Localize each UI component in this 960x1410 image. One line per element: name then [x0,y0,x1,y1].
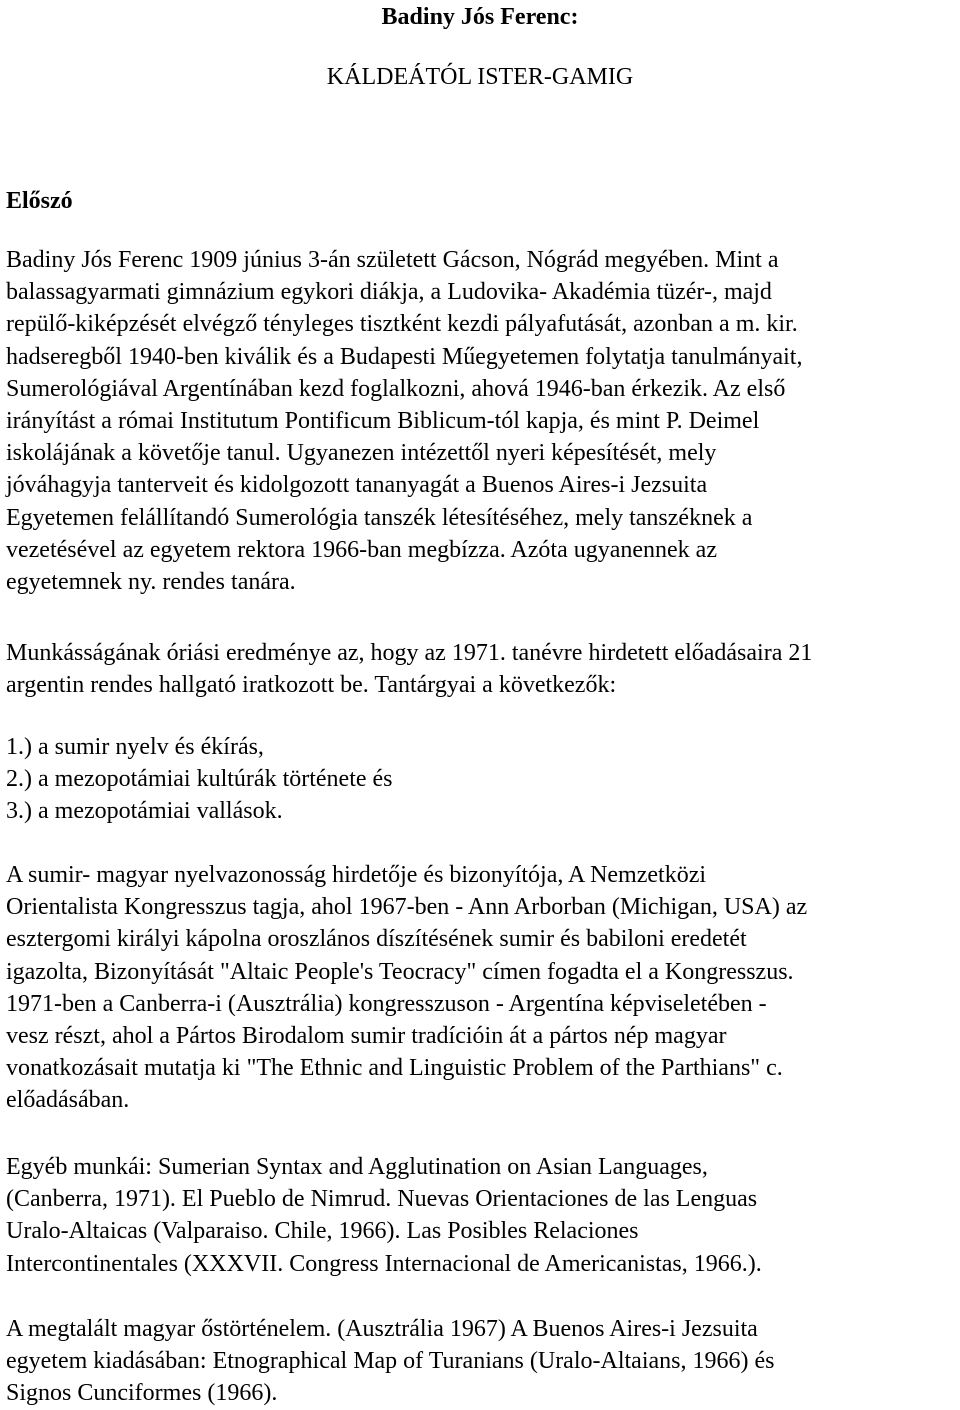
text-line: Orientalista Kongresszus tagja, ahol 1967-ben - Ann Arborban (Michigan, USA) az [6,894,808,921]
text-line: repülő-kiképzését elvégző tényleges tisztként kezdi pályafutását, azonban a m. kir. [6,311,798,338]
text-line: irányítást a római Institutum Pontificum Biblicum-tól kapja, és mint P. Deimel [6,408,760,435]
text-line: Badiny Jós Ferenc 1909 június 3-án született Gácson, Nógrád megyében. Mint a [6,247,779,273]
text-line: hadseregből 1940-ben kiválik és a Budapesti Műegyetemen folytatja tanulmányait, [6,343,803,370]
text-line: A megtalált magyar őstörténelem. (Ausztrália 1967) A Buenos Aires-i Jezsuita [6,1316,758,1342]
text-line: 1971-ben a Canberra-i (Ausztrália) kongresszuson - Argentína képviseletében - [6,990,767,1017]
text-line: A sumir- magyar nyelvazonosság hirdetője és bizonyítója, A Nemzetközi [6,862,707,888]
text-line: Uralo-Altaicas (Valparaiso. Chile, 1966). Las Posibles Relaciones [6,1218,639,1245]
text-line: (Canberra, 1971). El Pueblo de Nimrud. Nuevas Orientaciones de las Lenguas [6,1186,758,1213]
text-line: Signos Cunciformes (1966). [6,1380,278,1407]
paragraph-other-works [6,1151,960,1280]
text-line: Egyetemen felállítandó Sumerológia tanszék létesítéséhez, mely tanszéknek a [6,504,753,531]
text-line: Egyéb munkái: Sumerian Syntax and Agglutination on Asian Languages, [6,1154,708,1180]
subjects-list [6,731,960,828]
list-item: 2.) a mezopotámiai kultúrák története és [6,766,393,793]
text-line: iskolájának a követője tanul. Ugyanezen intézettől nyeri képesítését, mely [6,440,717,467]
list-item: 3.) a mezopotámiai vallások. [6,798,283,825]
book-title: KÁLDEÁTÓL ISTER-GAMIG [326,64,634,90]
paragraph-congress [6,859,960,1117]
author-line: Badiny Jós Ferenc: [381,4,579,30]
paragraph-biography [6,244,960,598]
text-line: egyetemnek ny. rendes tanára. [6,569,296,596]
text-line: jóváhagyja tanterveit és kidolgozott tananyagát a Buenos Aires-i Jezsuita [6,472,708,499]
text-line: Sumerológiával Argentínában kezd foglalkozni, ahová 1946-ban érkezik. Az első [6,375,786,402]
text-line: vezetésével az egyetem rektora 1966-ban megbízza. Azóta ugyanennek az [6,536,717,563]
text-line: egyetem kiadásában: Etnographical Map of Turanians (Uralo-Altaians, 1966) és [6,1348,775,1375]
text-line: Munkásságának óriási eredménye az, hogy az 1971. tanévre hirdetett előadásaira 21 [6,640,813,666]
list-item: 1.) a sumir nyelv és ékírás, [6,734,264,760]
text-line: argentin rendes hallgató iratkozott be. Tantárgyai a következők: [6,672,617,699]
text-line: vesz részt, ahol a Pártos Birodalom sumir tradícióin át a pártos nép magyar [6,1023,727,1050]
text-line: igazolta, Bizonyítását "Altaic People's Teocracy" címen fogadta el a Kongresszus. [6,958,794,985]
text-line: előadásában. [6,1087,130,1114]
text-line: vonatkozásait mutatja ki "The Ethnic and Linguistic Problem of the Parthians" c. [6,1055,783,1082]
section-heading: Előszó [6,188,73,214]
text-line: esztergomi királyi kápolna oroszlános díszítésének sumir és babiloni eredetét [6,926,747,953]
text-line: Intercontinentales (XXXVII. Congress Internacional de Americanistas, 1966.). [6,1250,762,1277]
text-line: balassagyarmati gimnázium egykori diákja, a Ludovika- Akadémia tüzér-, majd [6,279,772,306]
paragraph-publications [6,1313,960,1410]
paragraph-achievements [6,637,960,701]
